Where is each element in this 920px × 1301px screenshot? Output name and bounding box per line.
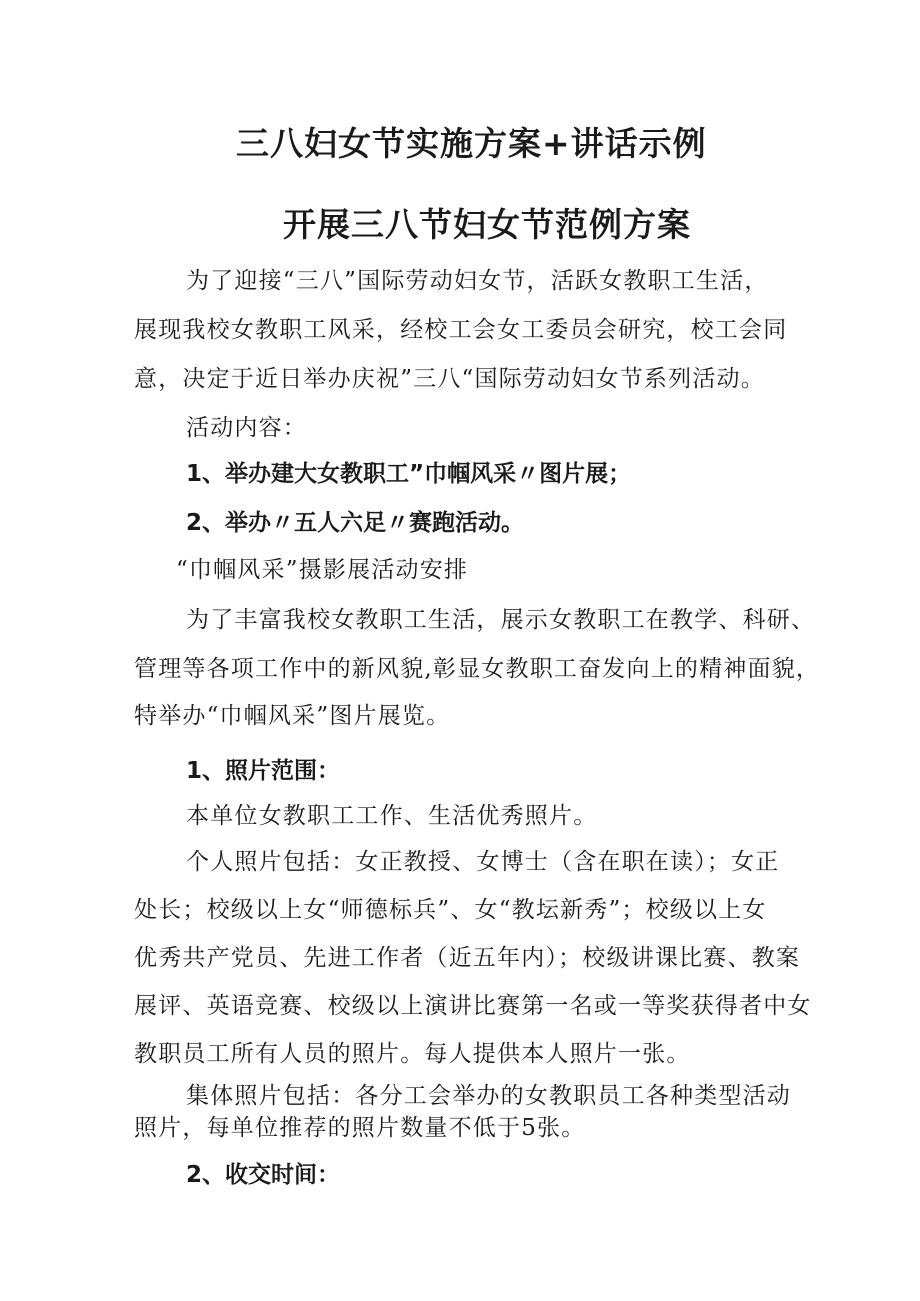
scope-heading: 1、照片范围： — [186, 758, 341, 784]
photo-intro-line-2: 管理等各项工作中的新风貌,彰显女教职工奋发向上的精神面貌， — [134, 656, 821, 682]
scope-line: 本单位女教职工工作、生活优秀照片。 — [186, 803, 598, 829]
photo-section-title: “巾帼风采”摄影展活动安排 — [176, 557, 469, 583]
personal-line-2: 处长；校级以上女“师德标兵”、女“教坛新秀”；校级以上女 — [134, 897, 767, 923]
intro-line-1: 为了迎接“三八”国际劳动妇女节，活跃女教职工生活， — [186, 268, 769, 294]
document-title: 三八妇女节实施方案+讲话示例 — [236, 124, 707, 163]
photo-intro-line-3: 特举办“巾帼风采”图片展览。 — [134, 703, 451, 729]
photo-intro-line-1: 为了丰富我校女教职工生活，展示女教职工在教学、科研、 — [186, 607, 816, 633]
activity-item-2: 2、举办〃五人六足〃赛跑活动。 — [186, 510, 525, 536]
personal-line-3: 优秀共产党员、先进工作者（近五年内）；校级讲课比赛、教案 — [134, 945, 801, 971]
activity-item-1: 1、举办建大女教职工”巾帼风采〃图片展； — [186, 461, 632, 487]
intro-line-3: 意，决定于近日举办庆祝”三八“国际劳动妇女节系列活动。 — [134, 366, 765, 392]
personal-line-5: 教职员工所有人员的照片。每人提供本人照片一张。 — [134, 1041, 691, 1067]
document-subtitle: 开展三八节妇女节范例方案 — [283, 205, 691, 244]
deadline-heading: 2、收交时间： — [186, 1162, 341, 1188]
group-line-1: 集体照片包括：各分工会举办的女教职员工各种类型活动 — [186, 1083, 791, 1109]
personal-line-4: 展评、英语竞赛、校级以上演讲比赛第一名或一等奖获得者中女 — [134, 993, 812, 1019]
intro-line-2: 展现我校女教职工风采，经校工会女工委员会研究，校工会同 — [134, 317, 788, 343]
personal-line-1: 个人照片包括：女正教授、女博士（含在职在读）；女正 — [186, 849, 780, 875]
group-line-2: 照片，每单位推荐的照片数量不低于5张。 — [134, 1115, 586, 1141]
activity-label: 活动内容： — [186, 415, 307, 441]
